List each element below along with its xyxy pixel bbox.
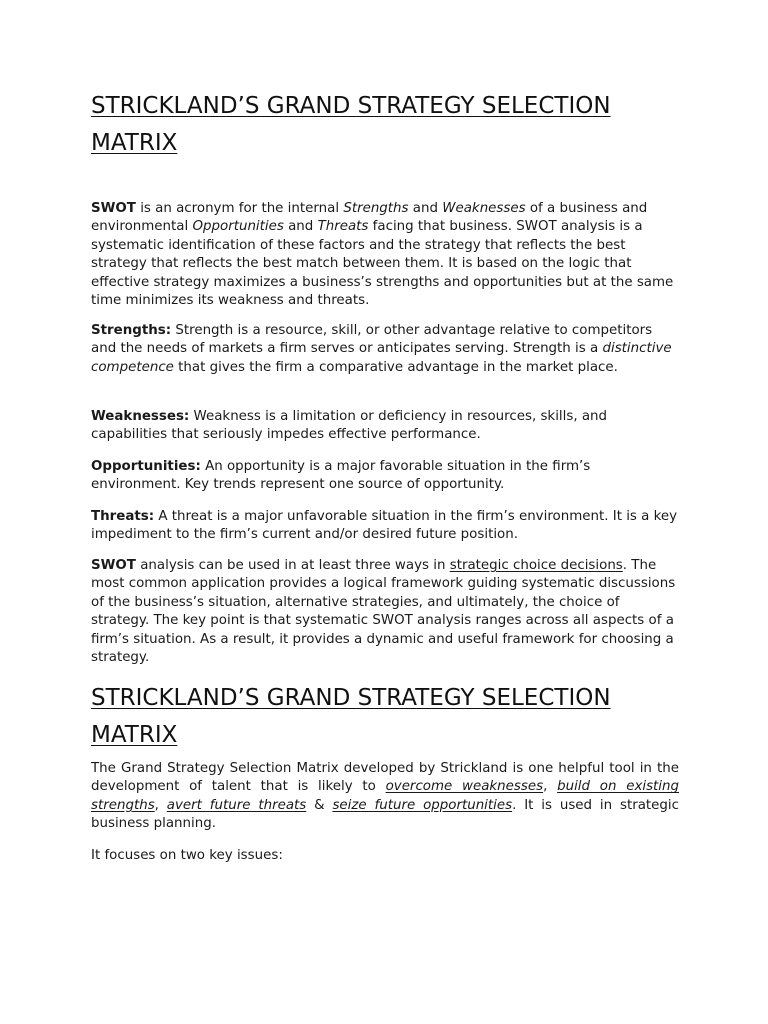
page-title: STRICKLAND’S GRAND STRATEGY SELECTION MATRIX xyxy=(91,93,611,156)
swot-term-2: SWOT xyxy=(91,558,136,573)
strengths-paragraph: Strengths: Strength is a resource, skill, or other advantage relative to competitors and the needs of markets a firm serves or anticipates serving. Strength is a distinctive competence that gives the firm a comparative advantage in the market place. xyxy=(91,323,672,375)
avert-threats-link[interactable]: avert future threats xyxy=(166,797,307,813)
section-title: STRICKLAND’S GRAND STRATEGY SELECTION MATRIX xyxy=(91,685,611,748)
focus-paragraph: It focuses on two key issues: xyxy=(91,848,283,863)
matrix-paragraph: The Grand Strategy Selection Matrix developed by Strickland is one helpful tool in the development of talent that is likely to overcome weaknesses, build on existing strengths, avert future threats & seize future opportunities. It is used in strategic business planning. xyxy=(91,761,680,832)
strategic-choice-link[interactable]: strategic choice decisions xyxy=(449,558,623,573)
swot-usage-paragraph: SWOT analysis can be used in at least three ways in strategic choice decisions. The most common application provides a logical framework guiding systematic discussions of the business’s situation, alternative strategies, and ultimately, the choice of strategy. The key point is that systematic SWOT analysis ranges across all aspects of a firm’s situation. As a result, it provides a dynamic and useful framework for choosing a strategy. xyxy=(91,558,676,666)
overcome-weaknesses-link[interactable]: overcome weaknesses xyxy=(385,779,544,795)
swot-intro-paragraph: SWOT is an acronym for the internal Strengths and Weaknesses of a business and environmental Opportunities and Threats facing that business. SWOT analysis is a systematic identification of these factors and the strategy that reflects the best strategy that reflects the best match between them. It is based on the logic that effective strategy maximizes a business’s strengths and opportunities but at the same time minimizes its weakness and threats. xyxy=(91,201,674,309)
swot-term: SWOT xyxy=(91,201,136,216)
opportunities-paragraph: Opportunities: An opportunity is a major favorable situation in the firm’s environment. Key trends represent one source of opportunity. xyxy=(91,459,591,493)
threats-paragraph: Threats: A threat is a major unfavorable situation in the firm’s environment. It is a key impediment to the firm’s current and/or desired future position. xyxy=(91,509,678,543)
weaknesses-paragraph: Weaknesses: Weakness is a limitation or deficiency in resources, skills, and capabilities that seriously impedes effective performance. xyxy=(91,409,608,443)
strengths-label: Strengths: xyxy=(91,323,172,338)
seize-opportunities-link[interactable]: seize future opportunities xyxy=(332,797,513,813)
threats-label: Threats: xyxy=(91,509,155,524)
weaknesses-label: Weaknesses: xyxy=(91,409,190,424)
opportunities-label: Opportunities: xyxy=(91,459,201,474)
build-strengths-link[interactable]: build on existing strengths xyxy=(91,779,680,813)
